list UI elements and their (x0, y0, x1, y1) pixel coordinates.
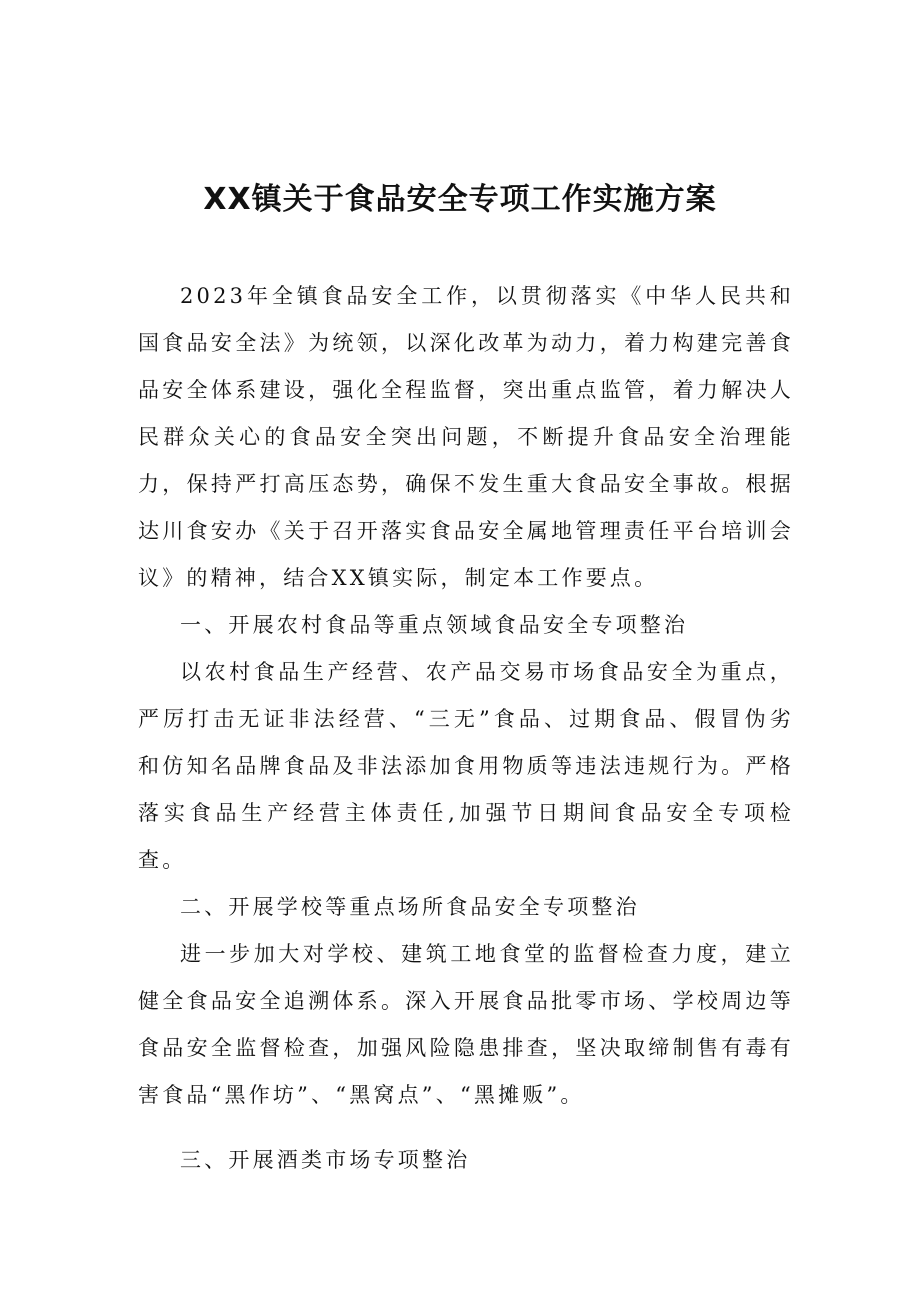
section-paragraph-2: 进一步加大对学校、建筑工地食堂的监督检查力度，建立健全食品安全追溯体系。深入开展食品批零市场、学校周边等食品安全监督检查，加强风险隐患排查，坚决取缔制售有毒有害食品“黑作坊”、“黑窝点”、“黑摊贩”。 (138, 942, 794, 1107)
section-heading-3: 三、开展酒类市场专项整治 (180, 1148, 471, 1172)
section-paragraph-1: 以农村食品生产经营、农产品交易市场食品安全为重点，严厉打击无证非法经营、“三无”食品、过期食品、假冒伪劣和仿知名品牌食品及非法添加食用物质等违法违规行为。严格落实食品生产经营主体责任,加强节日期间食品安全专项检查。 (138, 660, 794, 872)
document-body (138, 273, 794, 1184)
intro-paragraph: 2023年全镇食品安全工作，以贯彻落实《中华人民共和国食品安全法》为统领，以深化改革为动力，着力构建完善食品安全体系建设，强化全程监督，突出重点监管，着力解决人民群众关心的食品安全突出问题，不断提升食品安全治理能力，保持严打高压态势，确保不发生重大食品安全事故。根据达川食安办《关于召开落实食品安全属地管理责任平台培训会议》的精神，结合XX镇实际，制定本工作要点。 (138, 284, 794, 590)
section-heading-1: 一、开展农村食品等重点领域食品安全专项整治 (180, 613, 689, 637)
document-title: XX镇关于食品安全专项工作实施方案 (203, 182, 717, 217)
section-heading-2: 二、开展学校等重点场所食品安全专项整治 (180, 895, 640, 919)
